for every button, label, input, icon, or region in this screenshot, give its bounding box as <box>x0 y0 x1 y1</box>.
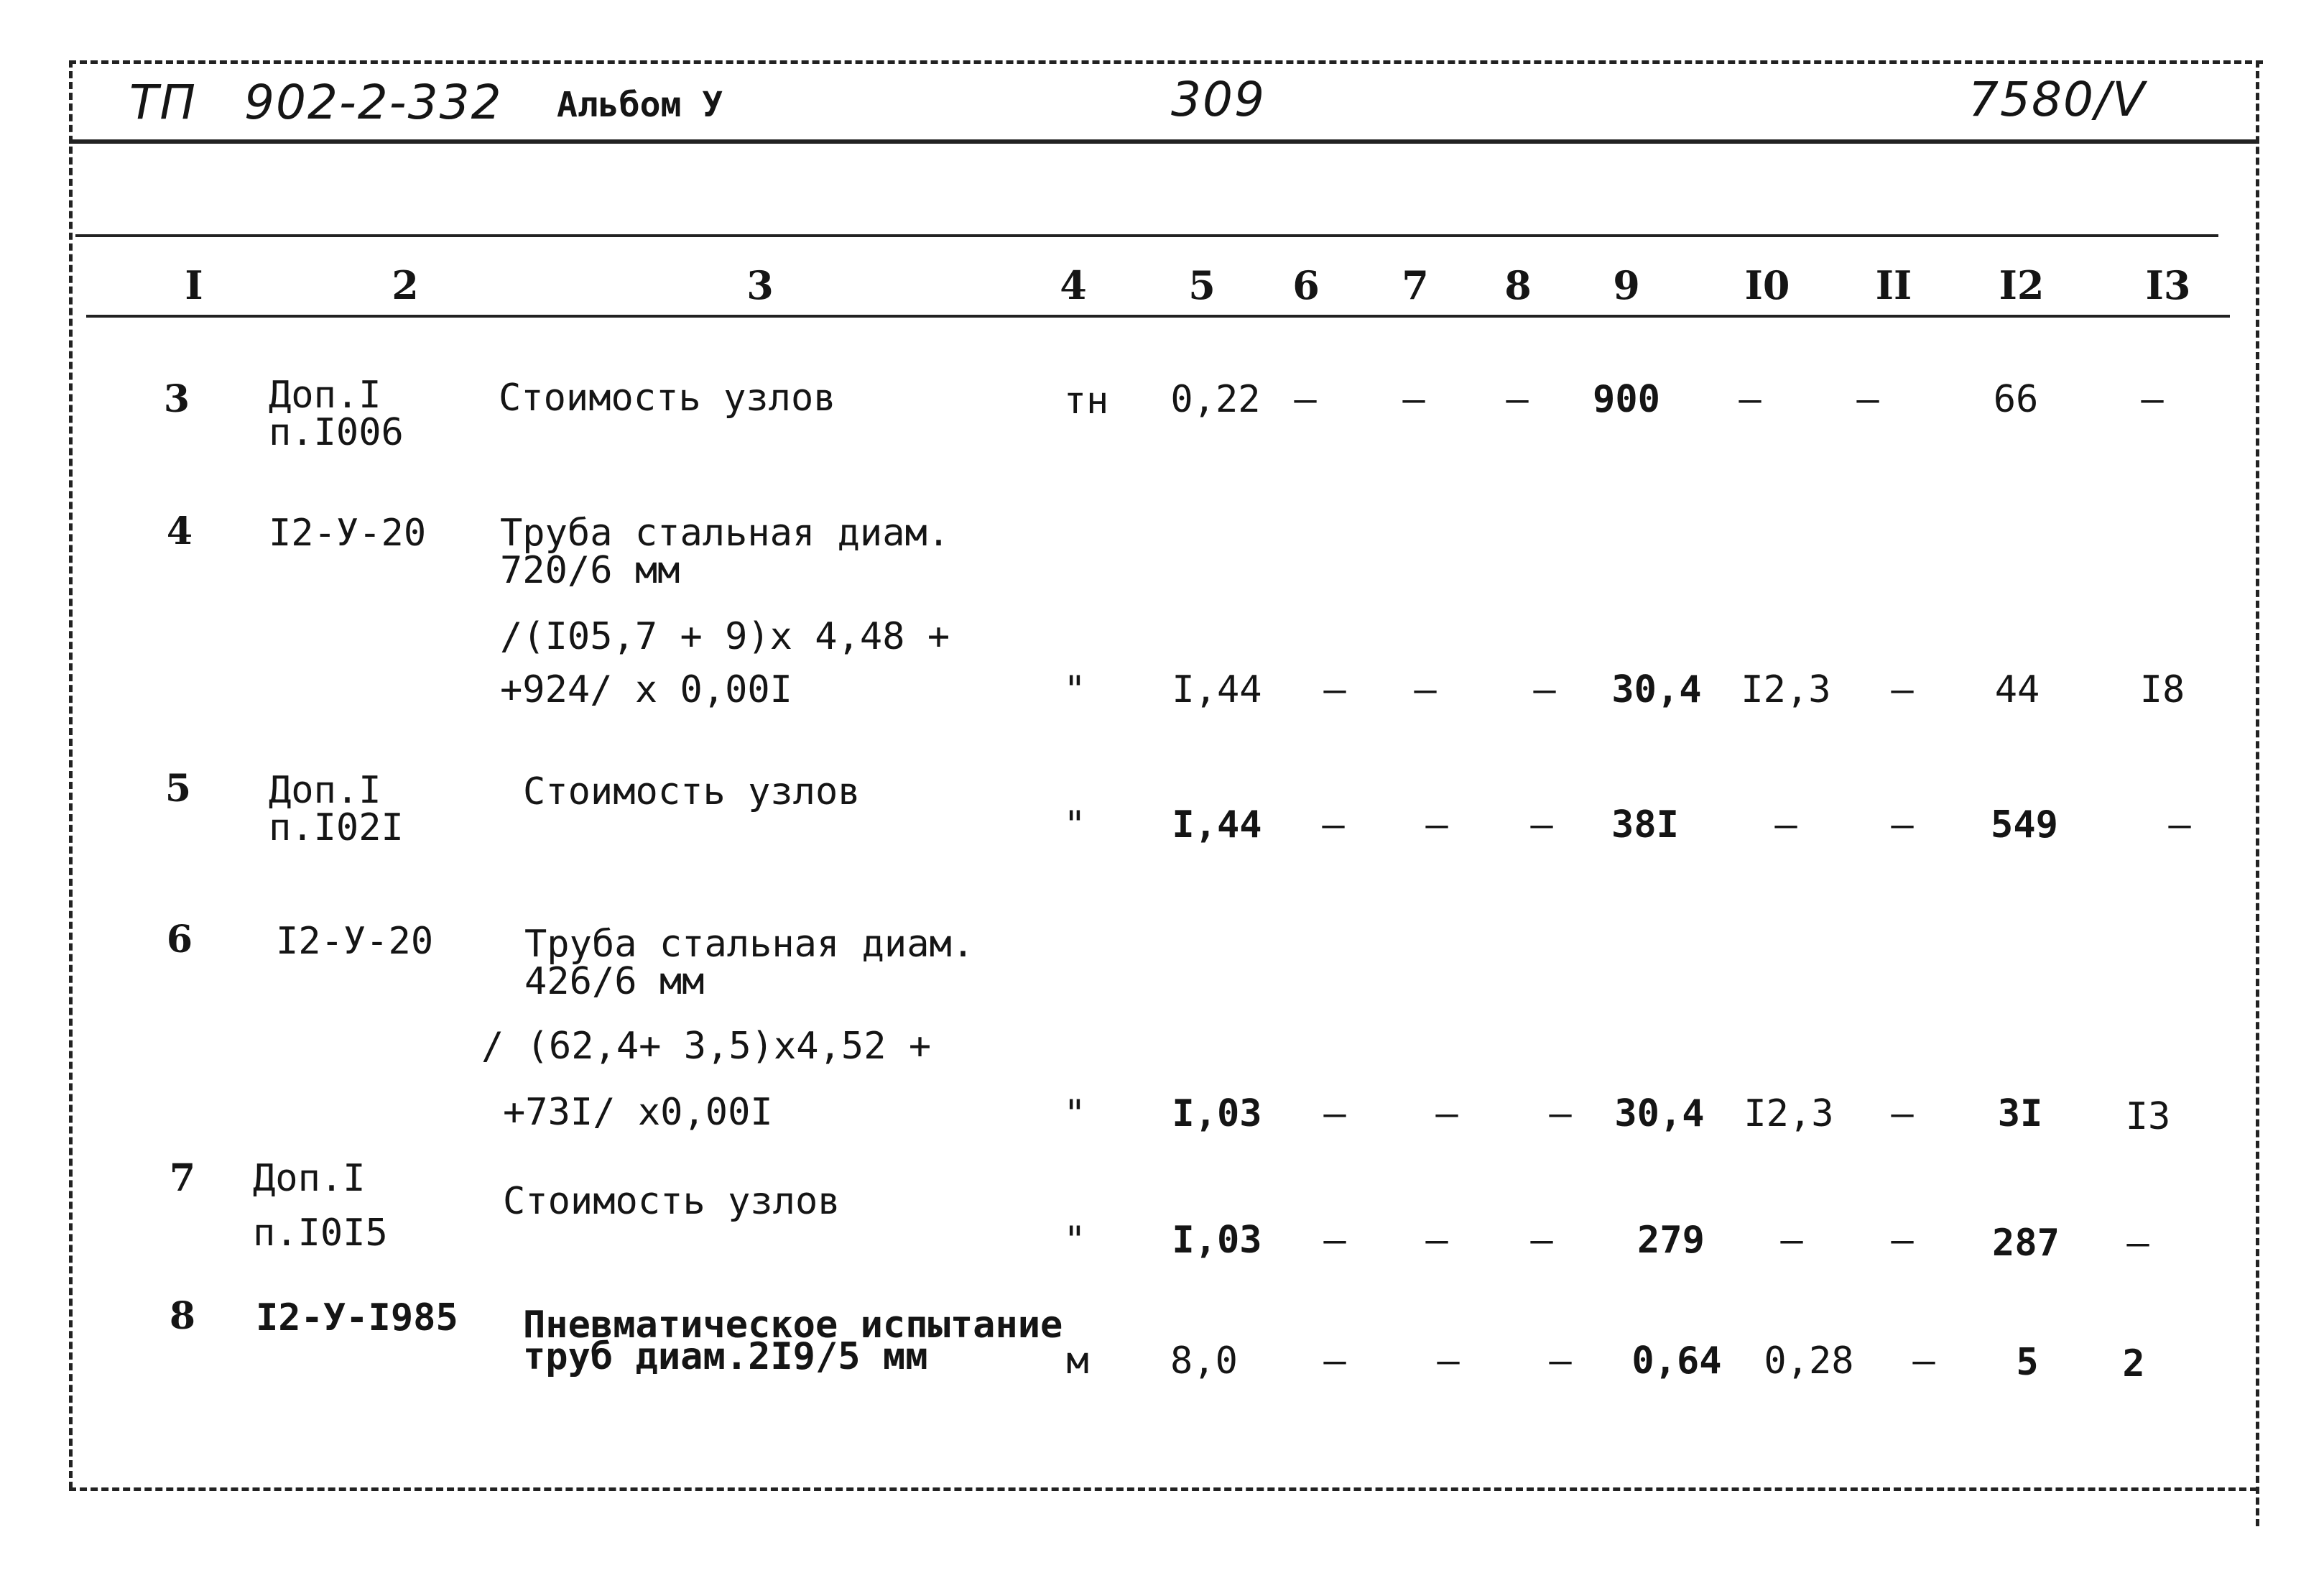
value-cell-13: I3 <box>2125 1095 2171 1138</box>
row-number: 4 <box>166 509 193 553</box>
value-cell-5: 8,0 <box>1170 1339 1238 1383</box>
column-header: 8 <box>1504 262 1532 308</box>
value-cell-7: – <box>1414 668 1437 711</box>
description-line: 720/6 мм <box>500 549 680 592</box>
value-cell-10: – <box>1774 803 1797 846</box>
code-line: Доп.I <box>253 1157 366 1200</box>
value-cell-5: I,03 <box>1172 1219 1262 1262</box>
value-cell-7: – <box>1425 1219 1448 1262</box>
code-line: п.I0I5 <box>253 1212 388 1255</box>
unit-cell: " <box>1063 1219 1086 1262</box>
value-cell-6: – <box>1323 1339 1346 1383</box>
code-line: I2-У-20 <box>269 512 427 555</box>
column-header: II <box>1875 262 1912 308</box>
row-number: 5 <box>165 767 192 811</box>
description-line: +924/ x 0,00I <box>500 668 792 711</box>
description-line: /(I05,7 + 9)x 4,48 + <box>500 615 950 658</box>
unit-cell: " <box>1063 668 1086 711</box>
table-header-rule <box>86 315 2230 318</box>
row-number: 8 <box>169 1294 196 1338</box>
value-cell-6: – <box>1322 803 1345 846</box>
value-cell-13: – <box>2126 1222 2149 1265</box>
value-cell-9: 38I <box>1611 803 1679 846</box>
value-cell-8: – <box>1506 378 1529 421</box>
description-line: +73I/ x0,00I <box>503 1091 773 1134</box>
value-cell-7: – <box>1402 378 1425 421</box>
frame-border-left <box>69 60 73 1489</box>
value-cell-10: I2,3 <box>1741 668 1831 711</box>
value-cell-11: – <box>1891 1092 1914 1135</box>
value-cell-12: 287 <box>1992 1222 2060 1265</box>
page-number: 309 <box>1171 72 1266 127</box>
value-cell-6: – <box>1323 668 1346 711</box>
frame-border-right <box>2256 60 2259 1526</box>
table-top-rule <box>75 234 2218 237</box>
value-cell-6: – <box>1294 378 1317 421</box>
value-cell-5: I,44 <box>1172 803 1262 846</box>
column-header: I2 <box>1999 262 2045 308</box>
value-cell-13: 2 <box>2122 1342 2145 1385</box>
value-cell-7: – <box>1437 1339 1460 1383</box>
value-cell-11: – <box>1891 803 1914 846</box>
description-line: Пневматическое испытание <box>523 1304 1063 1347</box>
column-header: 6 <box>1292 262 1320 308</box>
value-cell-8: – <box>1549 1339 1572 1383</box>
value-cell-5: 0,22 <box>1170 378 1261 421</box>
code-line: I2-У-20 <box>276 920 434 963</box>
column-header: 7 <box>1402 262 1429 308</box>
description-line: Стоимость узлов <box>523 770 861 813</box>
unit-cell: " <box>1063 1092 1086 1135</box>
value-cell-11: – <box>1891 1219 1914 1262</box>
value-cell-11: – <box>1912 1339 1935 1383</box>
album-label: Альбом У <box>557 85 723 125</box>
code-line: Доп.I <box>269 769 381 812</box>
value-cell-12: 3I <box>1997 1092 2043 1135</box>
description-line: Стоимость узлов <box>499 377 836 420</box>
unit-cell: м <box>1066 1339 1089 1383</box>
column-header: 2 <box>392 262 419 308</box>
value-cell-5: I,03 <box>1172 1092 1262 1135</box>
row-number: 7 <box>169 1156 196 1200</box>
column-header: 4 <box>1060 262 1087 308</box>
value-cell-10: – <box>1780 1219 1803 1262</box>
value-cell-9: 30,4 <box>1614 1092 1705 1135</box>
value-cell-6: – <box>1323 1219 1346 1262</box>
frame-border-top <box>69 60 2263 64</box>
value-cell-6: – <box>1323 1092 1346 1135</box>
column-header: 3 <box>746 262 774 308</box>
value-cell-11: – <box>1891 668 1914 711</box>
value-cell-7: – <box>1425 803 1448 846</box>
value-cell-13: – <box>2168 803 2191 846</box>
value-cell-12: 5 <box>2016 1341 2039 1384</box>
value-cell-12: 549 <box>1991 803 2058 846</box>
value-cell-10: I2,3 <box>1744 1092 1834 1135</box>
sheet-code: 7580/V <box>1968 72 2147 127</box>
value-cell-13: – <box>2141 378 2164 421</box>
code-line: п.I02I <box>269 806 404 849</box>
row-number: 6 <box>166 918 193 961</box>
frame-border-bottom <box>69 1487 2257 1491</box>
value-cell-7: – <box>1435 1092 1458 1135</box>
value-cell-8: – <box>1549 1092 1572 1135</box>
value-cell-9: 0,64 <box>1631 1339 1722 1383</box>
value-cell-12: 66 <box>1993 378 2039 421</box>
value-cell-13: I8 <box>2139 668 2185 711</box>
column-header: I3 <box>2145 262 2191 308</box>
code-line: I2-У-I985 <box>256 1296 458 1339</box>
title-block-rule <box>69 139 2259 144</box>
column-header: I0 <box>1744 262 1790 308</box>
value-cell-9: 30,4 <box>1611 668 1702 711</box>
unit-cell: " <box>1063 803 1086 846</box>
value-cell-8: – <box>1533 668 1556 711</box>
description-line: Труба стальная диам. <box>524 923 975 966</box>
description-line: Труба стальная диам. <box>500 512 950 555</box>
value-cell-8: – <box>1530 1219 1553 1262</box>
description-line: / (62,4+ 3,5)x4,52 + <box>481 1025 932 1068</box>
description-line: Стоимость узлов <box>503 1180 841 1223</box>
unit-cell: тн <box>1063 379 1109 423</box>
code-line: п.I006 <box>269 411 404 454</box>
value-cell-9: 279 <box>1637 1219 1705 1262</box>
column-header: 9 <box>1613 262 1640 308</box>
value-cell-10: 0,28 <box>1764 1339 1854 1383</box>
column-header: 5 <box>1188 262 1216 308</box>
value-cell-9: 900 <box>1593 378 1660 421</box>
value-cell-10: – <box>1739 378 1761 421</box>
doc-prefix: ТП <box>129 75 197 130</box>
value-cell-8: – <box>1530 803 1553 846</box>
description-line: 426/6 мм <box>524 960 705 1003</box>
code-line: Доп.I <box>269 374 381 417</box>
row-number: 3 <box>163 377 190 421</box>
value-cell-12: 44 <box>1994 668 2040 711</box>
doc-code: 902-2-332 <box>244 75 503 130</box>
value-cell-5: I,44 <box>1172 668 1262 711</box>
value-cell-11: – <box>1856 378 1879 421</box>
column-header: I <box>185 262 203 308</box>
description-line: труб диам.2I9/5 мм <box>523 1335 928 1378</box>
